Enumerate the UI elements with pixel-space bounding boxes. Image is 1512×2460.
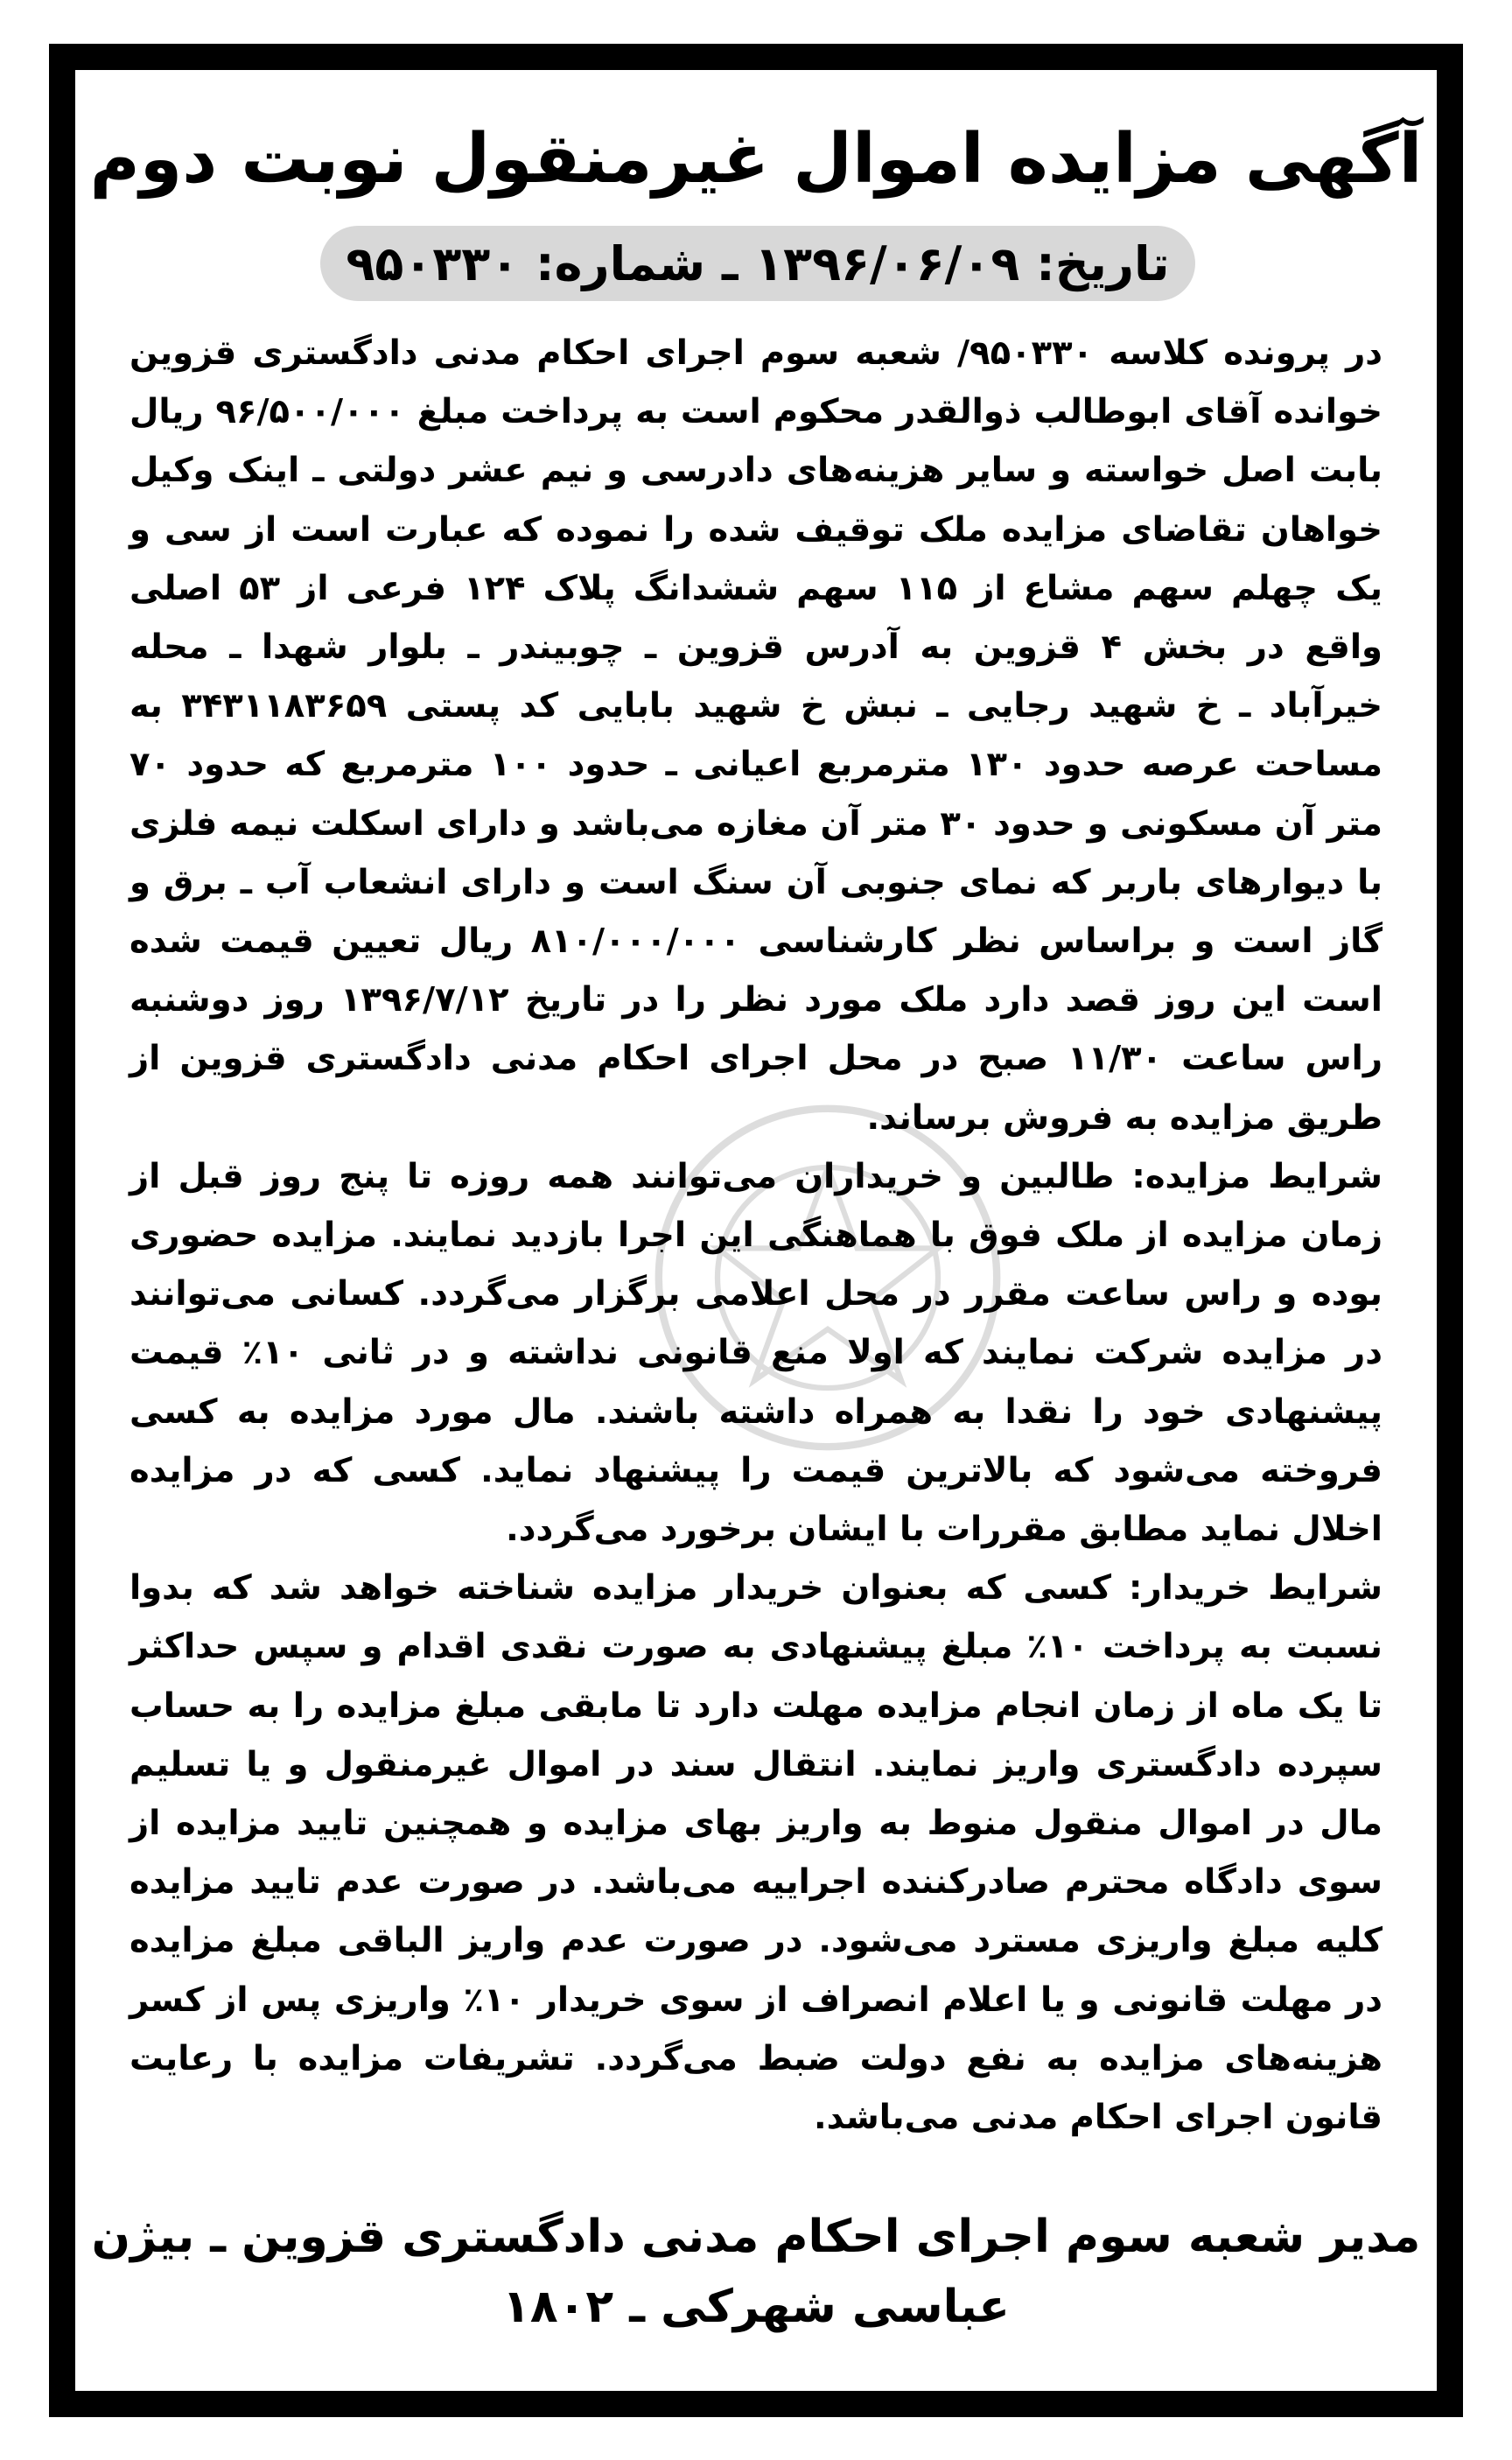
signature-line: مدیر شعبه سوم اجرای احکام مدنی دادگستری قزوین ـ بیژن عباسی شهرکی ـ ۱۸۰۲	[91, 2211, 1421, 2333]
date-number-text: تاریخ: ۱۳۹۶/۰۶/۰۹ ـ شماره: ۹۵۰۳۳۰	[346, 235, 1170, 291]
paragraph-case-details: در پرونده کلاسه ۹۵۰۳۳۰/ شعبه سوم اجرای احکام مدنی دادگستری قزوین خوانده آقای ابوطالب ذوالقدر محکوم است به پرداخت مبلغ ۹۶/۵۰۰/۰۰۰ ریال بابت اصل خواسته و سایر هزینه‌های دادرسی و نیم عشر دولتی ـ اینک وکیل خواهان تقاضای مزایده ملک توقیف شده را نموده که عبارت است از سی و یک چهلم سهم مشاع از ۱۱۵ سهم ششدانگ پلاک ۱۲۴ فرعی از ۵۳ اصلی واقع در بخش ۴ قزوین به آدرس قزوین ـ چوبیندر ـ بلوار شهدا ـ محله خیرآباد ـ خ شهید رجایی ـ نبش خ شهید بابایی کد پستی ۳۴۳۱۱۸۳۶۵۹ به مساحت عرصه حدود ۱۳۰ مترمربع اعیانی ـ حدود ۱۰۰ مترمربع که حدود ۷۰ متر آن مسکونی و حدود ۳۰ متر آن مغازه می‌باشد و دارای اسکلت نیمه فلزی با دیوارهای باربر که نمای جنوبی آن سنگ است و دارای انشعاب آب ـ برق و گاز است و براساس نظر کارشناسی ۸۱۰/۰۰۰/۰۰۰ ریال تعیین قیمت شده است این روز قصد دارد ملک مورد نظر را در تاریخ ۱۳۹۶/۷/۱۲ روز دوشنبه راس ساعت ۱۱/۳۰ صبح در محل اجرای احکام مدنی دادگستری قزوین از طریق مزایده به فروش برساند.	[130, 333, 1382, 1138]
paragraph-buyer-conditions: شرایط خریدار: کسی که بعنوان خریدار مزایده شناخته خواهد شد که بدوا نسبت به پرداخت ۱۰٪ مبلغ پیشنهادی به صورت نقدی اقدام و سپس حداکثر تا یک ماه از زمان انجام مزایده مهلت دارد تا مابقی مبلغ مزایده را به حساب سپرده دادگستری واریز نمایند. انتقال سند در اموال غیرمنقول و یا تسلیم مال در اموال منقول منوط به واریز بهای مزایده و همچنین تایید مزایده از سوی دادگاه محترم صادرکننده اجراییه می‌باشد. در صورت عدم تایید مزایده کلیه مبلغ واریزی مسترد می‌شود. در صورت عدم واریز الباقی مبلغ مزایده در مهلت قانونی و یا اعلام انصراف از سوی خریدار ۱۰٪ واریزی پس از کسر هزینه‌های مزایده به نفع دولت ضبط می‌گردد. تشریفات مزایده با رعایت قانون اجرای احکام مدنی می‌باشد.	[130, 1568, 1383, 2138]
notice-body	[130, 324, 1382, 2147]
notice-border-frame	[49, 44, 1463, 2417]
notice-title: آگهی مزایده اموال غیرمنقول نوبت دوم	[89, 120, 1423, 199]
notice-panel	[75, 70, 1437, 2391]
date-number-banner	[320, 226, 1195, 301]
paragraph-auction-conditions: شرایط مزایده: طالبین و خریداران می‌توانند همه روزه تا پنج روز قبل از زمان مزایده از ملک فوق با هماهنگی این اجرا بازدید نمایند. مزایده حضوری بوده و راس ساعت مقرر در محل اعلامی برگزار می‌گردد. کسانی می‌توانند در مزایده شرکت نمایند که اولا منع قانونی نداشته و در ثانی ۱۰٪ قیمت پیشنهادی خود را نقدا به همراه داشته باشند. مال مورد مزایده به کسی فروخته می‌شود که بالاترین قیمت را پیشنهاد نماید. کسی که در مزایده اخلال نماید مطابق مقررات با ایشان برخورد می‌گردد.	[130, 1156, 1382, 1550]
